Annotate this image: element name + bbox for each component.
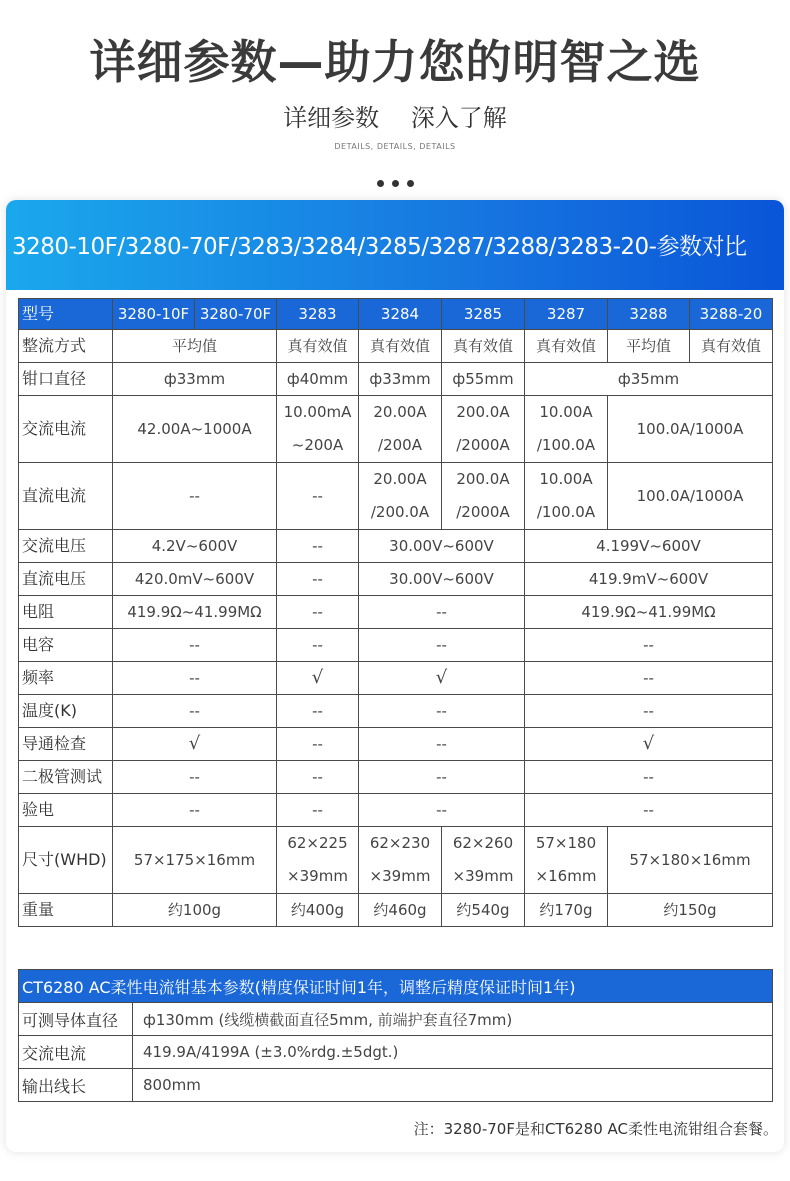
page-header [0,0,790,200]
table-row [19,563,773,596]
table-cell: -- [113,761,277,794]
table-cell: ф35mm [525,363,773,396]
table-cell: -- [277,695,359,728]
table-cell: 419.9A/4199A (±3.0%rdg.±5dgt.) [133,1036,773,1069]
table-cell: 57×180×16mm [608,827,773,894]
table-cell: 真有效值 [359,330,442,363]
table-cell: -- [359,629,525,662]
spec-table [18,298,773,927]
spec-card [6,200,784,1152]
table-cell: 平均值 [608,330,690,363]
col-header: 3287 [525,299,608,330]
table-cell: 10.00A /100.0A [525,396,608,463]
table-cell: -- [277,728,359,761]
table-cell: 419.9Ω~41.99MΩ [113,596,277,629]
table-cell: -- [359,596,525,629]
col-header: 3288-20 [690,299,773,330]
table-cell: 约100g [113,894,277,927]
table-cell: 30.00V~600V [359,563,525,596]
table-cell: 真有效值 [442,330,525,363]
row-label: 电阻 [19,596,113,629]
check-icon: √ [113,728,277,761]
ct6280-table [18,969,773,1102]
table-cell: 200.0A /2000A [442,463,525,530]
table-cell: 20.00A /200.0A [359,463,442,530]
table-row [19,894,773,927]
table-row [19,330,773,363]
table-cell: 4.2V~600V [113,530,277,563]
subtitle-left: 详细参数 [283,104,380,132]
ct-title: CT6280 AC柔性电流钳基本参数(精度保证时间1年，调整后精度保证时间1年) [19,970,773,1003]
table-cell: -- [113,463,277,530]
table-row [19,363,773,396]
table-cell: ф33mm [113,363,277,396]
table-cell: 10.00A /100.0A [525,463,608,530]
table-cell: 419.9Ω~41.99MΩ [525,596,773,629]
subtitle-right: 深入了解 [410,104,507,132]
table-cell: -- [525,629,773,662]
table-cell: 10.00mA ~200A [277,396,359,463]
table-cell: 42.00A~1000A [113,396,277,463]
page-title: 详细参数—助力您的明智之选 [89,35,701,89]
table-row [19,596,773,629]
row-label: 直流电压 [19,563,113,596]
table-cell: 真有效值 [277,330,359,363]
row-label: 交流电压 [19,530,113,563]
table-cell: 57×180 ×16mm [525,827,608,894]
table-cell: ф33mm [359,363,442,396]
table-cell: -- [277,761,359,794]
check-icon: √ [277,662,359,695]
table-cell: -- [525,794,773,827]
table-cell: 约540g [442,894,525,927]
col-header: 3283 [277,299,359,330]
table-cell: 约170g [525,894,608,927]
table-cell: -- [277,596,359,629]
table-cell: -- [277,794,359,827]
table-cell: 真有效值 [525,330,608,363]
table-cell: 62×260 ×39mm [442,827,525,894]
row-label: 钳口直径 [19,363,113,396]
table-cell: -- [525,761,773,794]
table-cell: 62×230 ×39mm [359,827,442,894]
table-cell: 62×225 ×39mm [277,827,359,894]
row-label: 尺寸(WHD) [19,827,113,894]
table-header-row [19,299,773,330]
table-cell: 20.00A /200A [359,396,442,463]
table-cell: -- [277,563,359,596]
col-header: 3285 [442,299,525,330]
banner-title: 3280-10F/3280-70F/3283/3284/3285/3287/3288/3283-20-参数对比 [12,234,747,260]
table-cell: 30.00V~600V [359,530,525,563]
table-row [19,728,773,761]
col-header: 3288 [608,299,690,330]
col-header: 3280-10F [113,299,195,330]
table-row [19,794,773,827]
table-cell: ф130mm (线缆横截面直径5mm, 前端护套直径7mm) [133,1003,773,1036]
table-cell: -- [277,463,359,530]
table-cell: 419.9mV~600V [525,563,773,596]
col-header: 3280-70F [195,299,277,330]
table-cell: -- [359,761,525,794]
row-label: 重量 [19,894,113,927]
row-label: 交流电流 [19,396,113,463]
table-cell: -- [359,695,525,728]
table-row [19,396,773,463]
check-icon: √ [359,662,525,695]
table-row [19,761,773,794]
footnote: 注：3280-70F是和CT6280 AC柔性电流钳组合套餐。 [413,1120,778,1138]
table-row [19,662,773,695]
table-cell: 真有效值 [690,330,773,363]
table-cell: -- [277,629,359,662]
table-row [19,463,773,530]
table-cell: 100.0A/1000A [608,463,773,530]
table-cell: 约150g [608,894,773,927]
details-caption: DETAILS, DETAILS, DETAILS [334,142,456,151]
row-label: 电容 [19,629,113,662]
row-label: 验电 [19,794,113,827]
table-cell: 800mm [133,1069,773,1102]
table-cell: -- [359,728,525,761]
table-cell: -- [359,794,525,827]
table-cell: ф55mm [442,363,525,396]
row-label: 二极管测试 [19,761,113,794]
table-cell: -- [525,662,773,695]
col-header: 型号 [19,299,113,330]
table-row [19,827,773,894]
table-cell: -- [277,530,359,563]
table-cell: 200.0A /2000A [442,396,525,463]
check-icon: √ [525,728,773,761]
table-cell: 约460g [359,894,442,927]
table-cell: 4.199V~600V [525,530,773,563]
row-label: 直流电流 [19,463,113,530]
row-label: 频率 [19,662,113,695]
table-row [19,1003,773,1036]
table-cell: 平均值 [113,330,277,363]
col-header: 3284 [359,299,442,330]
table-cell: 57×175×16mm [113,827,277,894]
table-cell: ф40mm [277,363,359,396]
table-row [19,1069,773,1102]
table-row [19,629,773,662]
table-cell: 420.0mV~600V [113,563,277,596]
table-row [19,530,773,563]
row-label: 导通检查 [19,728,113,761]
table-cell: -- [113,662,277,695]
row-label: 可测导体直径 [19,1003,133,1036]
table-cell: -- [113,629,277,662]
row-label: 输出线长 [19,1069,133,1102]
row-label: 温度(K) [19,695,113,728]
table-cell: -- [113,794,277,827]
table-row [19,1036,773,1069]
dots-divider [0,172,790,191]
table-cell: 约400g [277,894,359,927]
table-cell: -- [113,695,277,728]
row-label: 交流电流 [19,1036,133,1069]
table-row [19,695,773,728]
ct-header-row [19,970,773,1003]
page-subtitle [0,98,790,133]
spec-banner [6,200,784,290]
table-cell: -- [525,695,773,728]
row-label: 整流方式 [19,330,113,363]
table-cell: 100.0A/1000A [608,396,773,463]
